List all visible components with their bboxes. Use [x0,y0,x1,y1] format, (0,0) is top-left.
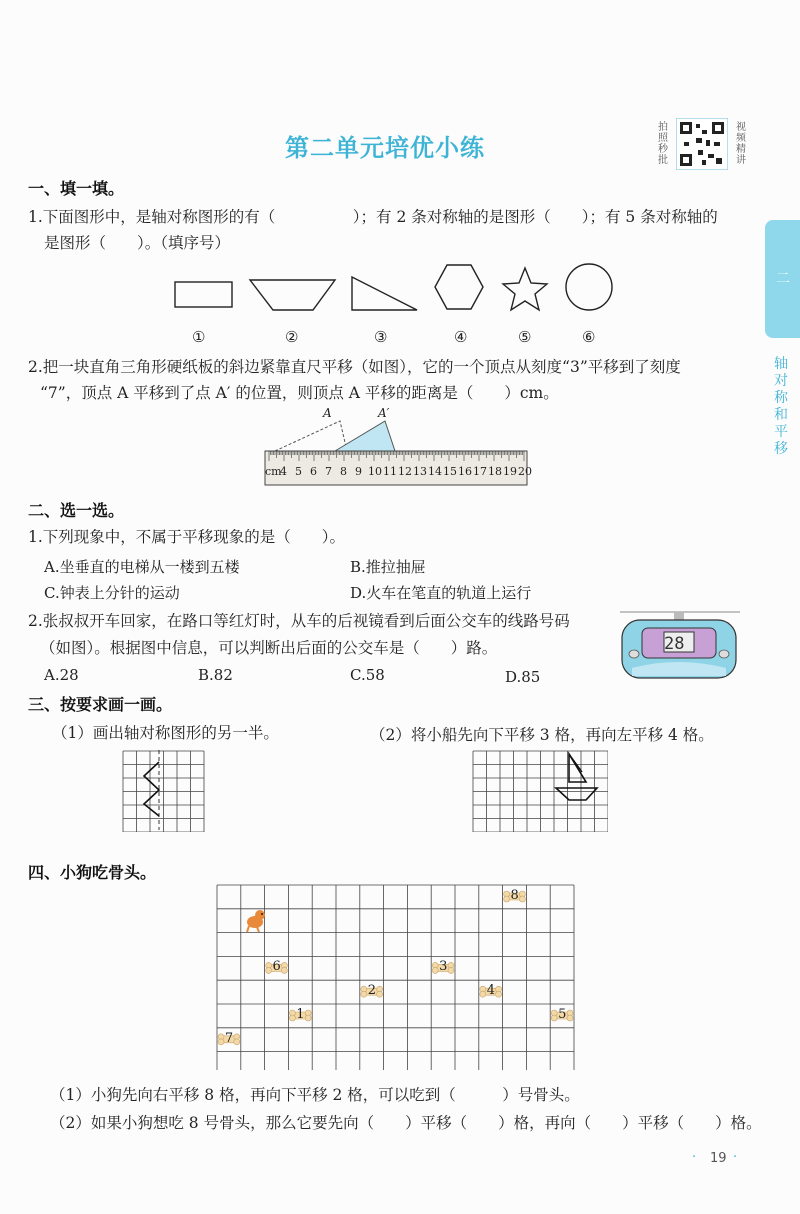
s1-q2-line2: “7”，顶点 A 平移到了点 A′ 的位置，则顶点 A 平移的距离是（ ）cm。 [40,384,559,402]
s2-q2-line1: 2.张叔叔开车回家，在路口等红灯时，从车的后视镜看到后面公交车的线路号码 [28,612,570,630]
dog-icon [247,910,265,932]
bone-number: 5 [558,1007,567,1022]
shape-rectangle [175,282,232,307]
s1-q1-line1: 1.下面图形中，是轴对称图形的有（ ）；有 2 条对称轴的是图形（ ）；有 5 条对称轴的 [28,208,718,226]
s2-q1-option-d[interactable]: D.火车在笔直的轨道上运行 [350,584,532,602]
section1-heading: 一、填一填。 [28,179,125,198]
page-title: 第二单元培优小练 [285,134,485,162]
dog-bone-grid[interactable] [216,884,578,1070]
shape-right-triangle [352,277,417,310]
shape-label-1: ① [192,328,206,346]
s2-q1-option-b[interactable]: B.推拉抽屉 [350,558,426,576]
bone-number: 3 [439,959,448,975]
ruler-tick-label: 4 [280,465,287,478]
s2-q1-option-c[interactable]: C.钟表上分针的运动 [44,584,180,602]
bone-number: 8 [510,888,519,903]
s1-q2-line1: 2.把一块直角三角形硬纸板的斜边紧靠直尺平移（如图），它的一个顶点从刻度“3”平移到了刻度 [28,358,681,376]
shape-hexagon [435,265,483,309]
ruler-tick-label: 5 [295,465,302,478]
section4-heading: 四、小狗吃骨头。 [28,863,157,882]
s2-q1-option-a[interactable]: A.坐垂直的电梯从一楼到五楼 [44,558,240,576]
ruler-tick-label: 14 [428,465,442,478]
ruler-tick-label: 11 [383,465,397,478]
chapter-title: 轴对称和平移 [774,356,788,457]
shape-label-2: ② [285,328,299,346]
qr-code-icon[interactable] [676,118,728,170]
qr-left-label: 拍照秒批 [658,122,668,166]
point-a-prime-label: A′ [378,406,390,420]
ruler-tick-label: 17 [473,465,487,478]
bone-number: 2 [367,983,376,999]
bone-number: 4 [486,983,495,999]
shape-label-3: ③ [374,328,388,346]
shape-label-6: ⑥ [582,328,596,346]
s4-q2: （2）如果小狗想吃 8 号骨头，那么它要先向（ ）平移（ ）格，再向（ ）平移（ ）格。 [50,1114,762,1132]
ruler-tick-label: 16 [458,465,472,478]
s1-q1-line2: 是图形（ ）。（填序号） [44,234,231,252]
s3-part1: （1）画出轴对称图形的另一半。 [52,724,279,742]
ruler-tick-label: 13 [413,465,427,478]
section3-heading: 三、按要求画一画。 [28,695,173,714]
ruler-figure [255,405,535,491]
ruler-tick-label: 9 [355,465,362,478]
ruler-tick-label: 20 [518,465,532,478]
page-dot-left: · [692,1150,697,1165]
bone-number: 7 [224,1030,234,1046]
shape-label-5: ⑤ [518,328,532,346]
triangle-original [275,421,347,451]
s4-q1: （1）小狗先向右平移 8 格，再向下平移 2 格，可以吃到（ ）号骨头。 [50,1086,580,1104]
shape-circle [566,264,612,310]
ruler-tick-label: 8 [340,465,347,478]
page-dot-right: · [733,1150,738,1165]
s2-q2-line2: （如图）。根据图中信息，可以判断出后面的公交车是（ ）路。 [40,639,498,657]
ruler-tick-label: 15 [443,465,457,478]
ruler-tick-label: 6 [310,465,317,478]
shape-trapezoid [250,280,335,310]
ruler-unit: cm [265,465,282,478]
bone-number: 6 [272,959,281,975]
symmetry-grid[interactable] [122,750,208,832]
s2-q2-option-c[interactable]: C.58 [350,666,385,684]
boat-grid[interactable] [472,750,608,832]
ruler-tick-label: 10 [368,465,382,478]
s3-part2: （2）将小船先向下平移 3 格，再向左平移 4 格。 [370,726,714,744]
ruler-tick-label: 18 [488,465,502,478]
shape-label-4: ④ [454,328,468,346]
s2-q1: 1.下列现象中，不属于平移现象的是（ ）。 [28,528,346,546]
mirror-number: 28 [664,634,685,654]
ruler-tick-label: 7 [325,465,332,478]
ruler-tick-label: 12 [398,465,412,478]
chapter-number: 二 [776,271,790,287]
ruler-tick-label: 19 [503,465,517,478]
bone-number: 1 [296,1007,305,1022]
qr-right-label: 视频精讲 [736,122,746,166]
page-number: 19 [710,1151,727,1166]
s2-q2-option-b[interactable]: B.82 [198,666,233,684]
section2-heading: 二、选一选。 [28,501,125,520]
shape-star [503,268,547,310]
s2-q2-option-a[interactable]: A.28 [44,666,79,684]
shapes-figure [165,260,625,320]
s2-q2-option-d[interactable]: D.85 [505,668,541,686]
point-a-label: A [323,406,332,420]
